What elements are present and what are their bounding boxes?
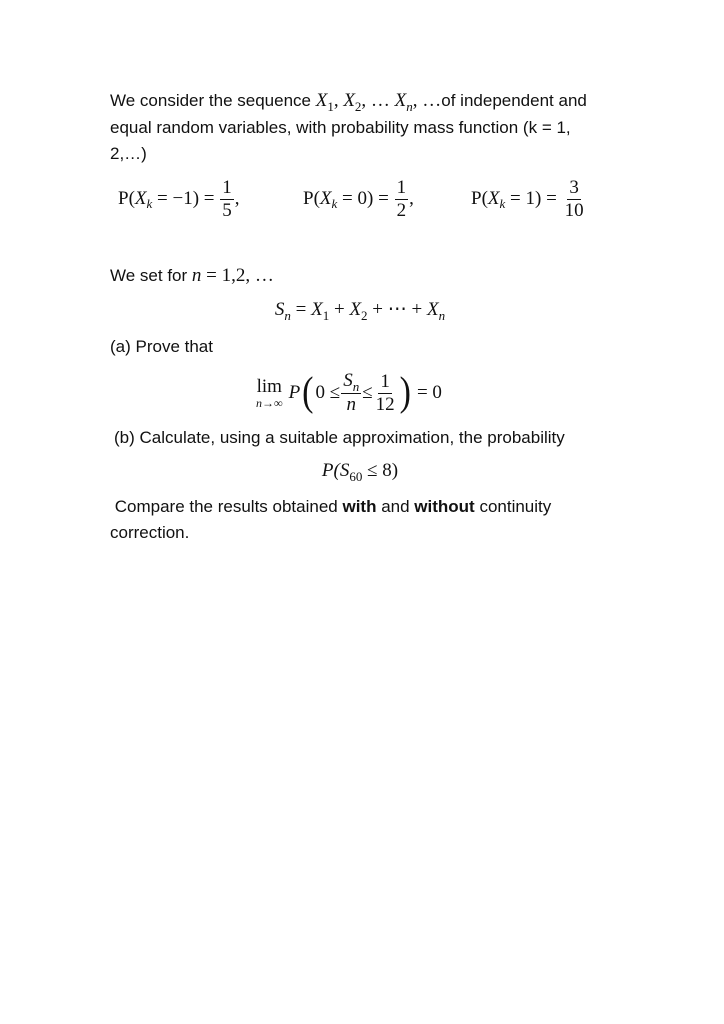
pmf-rest: = 1) = xyxy=(505,188,562,209)
pmf-rest: = 0) = xyxy=(337,188,394,209)
frac-den: 2 xyxy=(396,199,407,221)
pmf-item-neg1 xyxy=(118,172,240,226)
seq-tail: , … xyxy=(412,90,442,111)
intro-paragraph xyxy=(110,88,610,167)
pb-rest: ≤ 8) xyxy=(362,460,399,481)
seq-comma: , xyxy=(333,90,344,111)
compare-before: Compare the results obtained xyxy=(110,497,343,516)
sn-x1: X xyxy=(311,299,323,320)
pmf-k: k xyxy=(146,196,153,211)
compare-after: continuity correction. xyxy=(110,497,556,542)
frac-num: 1 xyxy=(396,176,407,198)
lim-zero-le: 0 ≤ xyxy=(315,382,341,403)
sn-subn: n xyxy=(438,308,446,323)
sn-xn: X xyxy=(426,299,439,320)
sn-plus2: + ⋯ + xyxy=(367,299,427,320)
pmf-k: k xyxy=(499,196,506,211)
sn-x2: X xyxy=(349,299,362,320)
right-paren: ) xyxy=(399,370,411,415)
compare-without: without xyxy=(414,497,475,516)
lim-rhs: = 0 xyxy=(416,382,442,403)
compare-and: and xyxy=(376,497,415,516)
pmf-x: X xyxy=(134,188,147,209)
sequence-expression xyxy=(315,90,442,114)
set-for-var: n xyxy=(191,265,202,286)
intro-text-before: We consider the sequence xyxy=(110,91,316,110)
intro-text-after: of independent and equal random variables, with probability mass function (k = 1, 2,…) xyxy=(110,91,587,163)
pb-s: S xyxy=(339,460,350,481)
frac-num: 3 xyxy=(569,176,579,198)
frac-den: n xyxy=(346,394,356,415)
lim-text: lim xyxy=(256,376,282,397)
pmf-p: P( xyxy=(303,188,320,209)
lim-p: P xyxy=(288,382,301,403)
seq-sub-2: 2 xyxy=(354,99,362,114)
probability-expression xyxy=(110,460,610,482)
compare-with: with xyxy=(342,497,377,516)
pb-sub: 60 xyxy=(349,469,363,484)
seq-x1: X xyxy=(315,90,328,111)
seq-sub-1: 1 xyxy=(327,99,334,114)
sn-plus1: + xyxy=(329,299,350,320)
sn-sub1: 1 xyxy=(322,308,330,323)
pmf-x: X xyxy=(319,188,332,209)
pmf-trail: , xyxy=(234,188,240,209)
pmf-x: X xyxy=(487,188,500,209)
limit-equation xyxy=(256,366,442,420)
pmf-p: P( xyxy=(471,188,488,209)
pmf-item-1 xyxy=(471,172,587,226)
seq-xn: X xyxy=(394,90,407,111)
lim-sub: n→∞ xyxy=(256,396,283,410)
pmf-trail: , xyxy=(409,188,414,209)
left-paren: ( xyxy=(302,370,314,415)
pmf-p: P( xyxy=(118,188,135,209)
part-a-label: (a) Prove that xyxy=(110,337,213,356)
limit-operator xyxy=(256,377,283,409)
pmf-fraction xyxy=(563,177,586,222)
frac-den: 5 xyxy=(222,199,232,221)
frac-num xyxy=(341,370,361,394)
part-b-label: (b) Calculate, using a suitable approximation, the probability xyxy=(114,428,565,447)
one-twelfth-fraction xyxy=(374,371,397,416)
pmf-equations xyxy=(118,172,618,226)
sn-sub2: 2 xyxy=(361,308,368,323)
frac-num-s: S xyxy=(343,370,353,391)
sn-sub: n xyxy=(284,308,291,323)
compare-paragraph xyxy=(110,494,610,546)
sn-eq: = xyxy=(290,299,312,320)
pmf-fraction xyxy=(395,177,409,222)
frac-den: 12 xyxy=(375,393,395,415)
frac-num: 1 xyxy=(380,370,390,392)
pmf-fraction xyxy=(220,177,234,222)
set-for-rest: = 1,2, … xyxy=(201,265,274,286)
lim-le: ≤ xyxy=(362,382,373,403)
pb-p: P( xyxy=(321,460,340,481)
set-for-line xyxy=(110,263,610,289)
seq-x2: X xyxy=(343,90,355,111)
frac-num: 1 xyxy=(222,176,232,198)
pmf-rest: = −1) = xyxy=(152,188,220,209)
sn-over-n-fraction xyxy=(341,370,361,416)
set-for-text: We set for xyxy=(110,266,192,285)
frac-num-n: n xyxy=(352,379,360,394)
pmf-k: k xyxy=(331,196,338,211)
sn-s: S xyxy=(274,299,285,320)
sn-equation xyxy=(110,298,610,321)
seq-dots: , … xyxy=(361,90,395,111)
seq-sub-n: n xyxy=(406,99,413,114)
frac-den: 10 xyxy=(564,199,584,221)
pmf-item-0 xyxy=(303,172,414,226)
